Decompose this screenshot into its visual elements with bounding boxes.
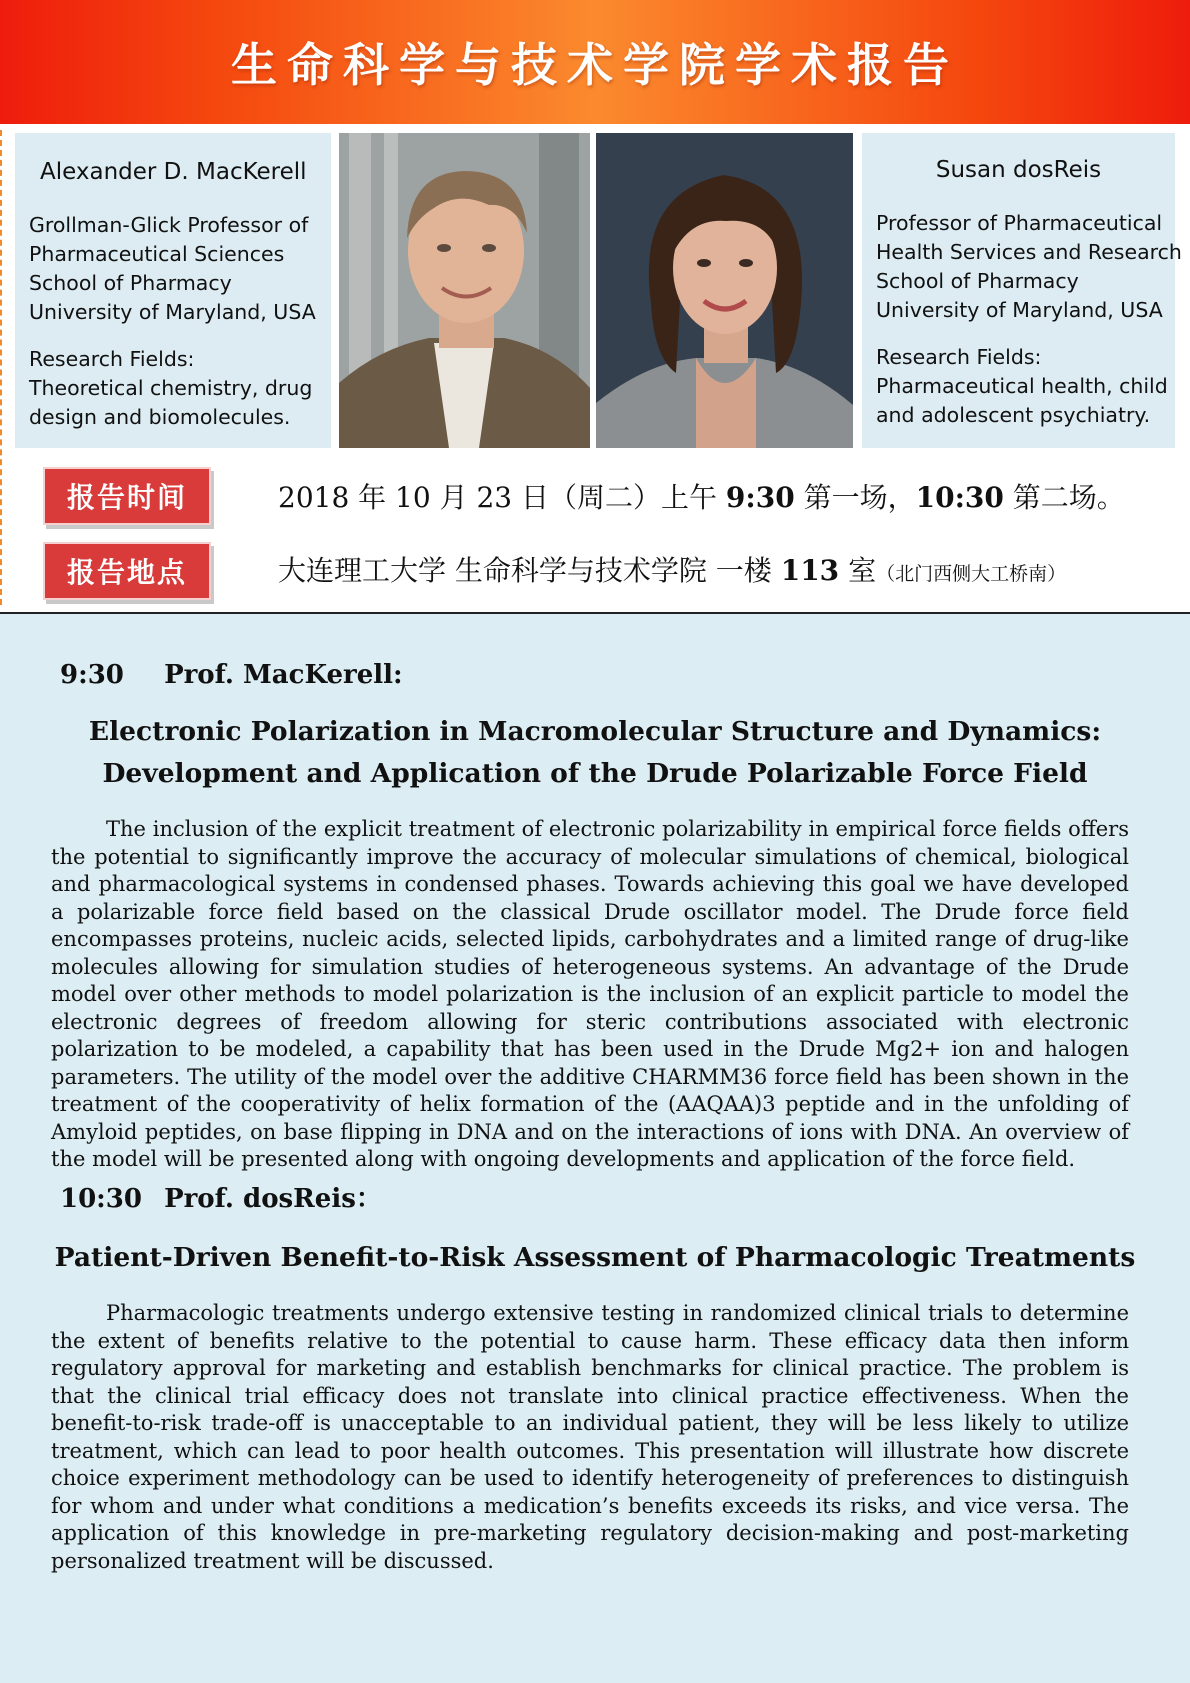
affiliation-line: Grollman-Glick Professor of [29,213,309,237]
research-fields-line: design and biomolecules. [29,405,291,429]
research-fields-line: Pharmaceutical health, child [876,374,1168,398]
speaker-card-dosreis [862,133,1182,448]
speaker-affiliation [876,209,1182,325]
talk-time: 10:30 [60,1184,142,1214]
time-text: 2018 年 10 月 23 日（周二）上午 [278,481,726,514]
talk-header-2 [60,1178,382,1215]
speaker-card-mackerell [15,133,331,448]
first-session-time: 9:30 [725,481,795,514]
research-fields-line: Theoretical chemistry, drug [29,376,313,400]
speaker-name: Susan dosReis [935,157,1102,183]
speaker-affiliation [29,211,331,327]
talk-abstract-2: Pharmacologic treatments undergo extensive testing in randomized clinical trials to determine the extent of benefits relative to the potential to cause harm. These efficacy data then inform regulatory approval for marketing and establish benchmarks for clinical practice. The problem is that the clinical trial efficacy does not translate into clinical practice effectiveness. When the benefit-to-risk trade-off is unacceptable to an individual patient, they will be less likely to utilize treatment, which can lead to poor health outcomes. This presentation will illustrate how discrete choice experiment methodology can be used to identify heterogeneity of preferences to distinguish for whom and under what conditions a medication’s benefits exceeds its risks, and vice versa. The application of this knowledge in pre-marketing regulatory decision-making and post-marketing personalized treatment will be discussed. [51,1301,1129,1573]
talk-speaker: Prof. dosReis： [164,1184,382,1214]
talk-title-line: Development and Application of the Drude Polarizable Force Field [102,758,1088,789]
affiliation-line: Health Services and Research [876,240,1182,264]
place-note: （北门西侧大工桥南） [876,563,1067,585]
talk-time: 9:30 [60,660,124,690]
research-fields-line: and adolescent psychiatry. [876,403,1151,427]
second-session-time: 10:30 [915,481,1004,514]
research-fields [876,343,1175,430]
portrait-man-icon [339,133,590,448]
page-title: 生命科学与技术学院学术报告 [231,38,959,92]
talk-title-2 [0,1237,1190,1279]
research-fields-label: Research Fields: [876,345,1042,369]
talk-title-1 [0,711,1190,795]
place-label-badge: 报告地点 [43,542,211,600]
talk-title-line: Electronic Polarization in Macromolecular Structure and Dynamics: [88,716,1102,747]
header-banner [0,0,1190,124]
portrait-woman-photo [596,133,853,448]
affiliation-line: School of Pharmacy [876,269,1079,293]
decorative-dashed-border [0,130,2,605]
talk-speaker: Prof. MacKerell: [164,660,403,690]
portrait-man-photo [339,133,590,448]
time-info [278,476,1125,516]
talk-title-line: Patient-Driven Benefit-to-Risk Assessment of Pharmacologic Treatments [54,1242,1136,1273]
research-fields [29,345,331,432]
affiliation-line: Professor of Pharmaceutical [876,211,1163,235]
place-text: 室 [839,554,877,587]
place-text: 大连理工大学 生命科学与技术学院 一楼 [278,554,781,587]
affiliation-line: University of Maryland, USA [876,298,1163,322]
research-fields-label: Research Fields: [29,347,195,371]
time-text: 第一场， [794,481,916,514]
portrait-woman-icon [596,133,853,448]
affiliation-line: University of Maryland, USA [29,300,316,324]
place-info [278,549,1066,589]
time-text: 第二场。 [1003,481,1125,514]
time-label-badge: 报告时间 [43,467,211,525]
speaker-name: Alexander D. MacKerell [40,159,307,185]
talk-header-1 [60,660,403,690]
abstracts-panel [0,612,1190,1683]
room-number: 113 [780,554,840,587]
affiliation-line: School of Pharmacy [29,271,232,295]
affiliation-line: Pharmaceutical Sciences [29,242,285,266]
talk-abstract-1: The inclusion of the explicit treatment of electronic polarizability in empirical force fields offers the potential to significantly improve the accuracy of molecular simulations of chemical, biological and pharmacological systems in condensed phases. Towards achieving this goal we have developed a polarizable force field based on the classical Drude oscillator model. The Drude force field encompasses proteins, nucleic acids, selected lipids, carbohydrates and a limited range of drug-like molecules allowing for simulation studies of heterogeneous systems. An advantage of the Drude model over other methods to model polarization is the inclusion of an explicit particle to model the electronic degrees of freedom allowing for steric contributions associated with electronic polarization to be modeled, a capability that has been used in the Drude Mg2+ ion and halogen parameters. The utility of the model over the additive CHARMM36 force field has been shown in the treatment of the cooperativity of helix formation of the (AAQAA)3 peptide and in the unfolding of Amyloid peptides, on base flipping in DNA and on the interactions of ions with DNA. An overview of the model will be presented along with ongoing developments and application of the force field. [51,817,1129,1171]
